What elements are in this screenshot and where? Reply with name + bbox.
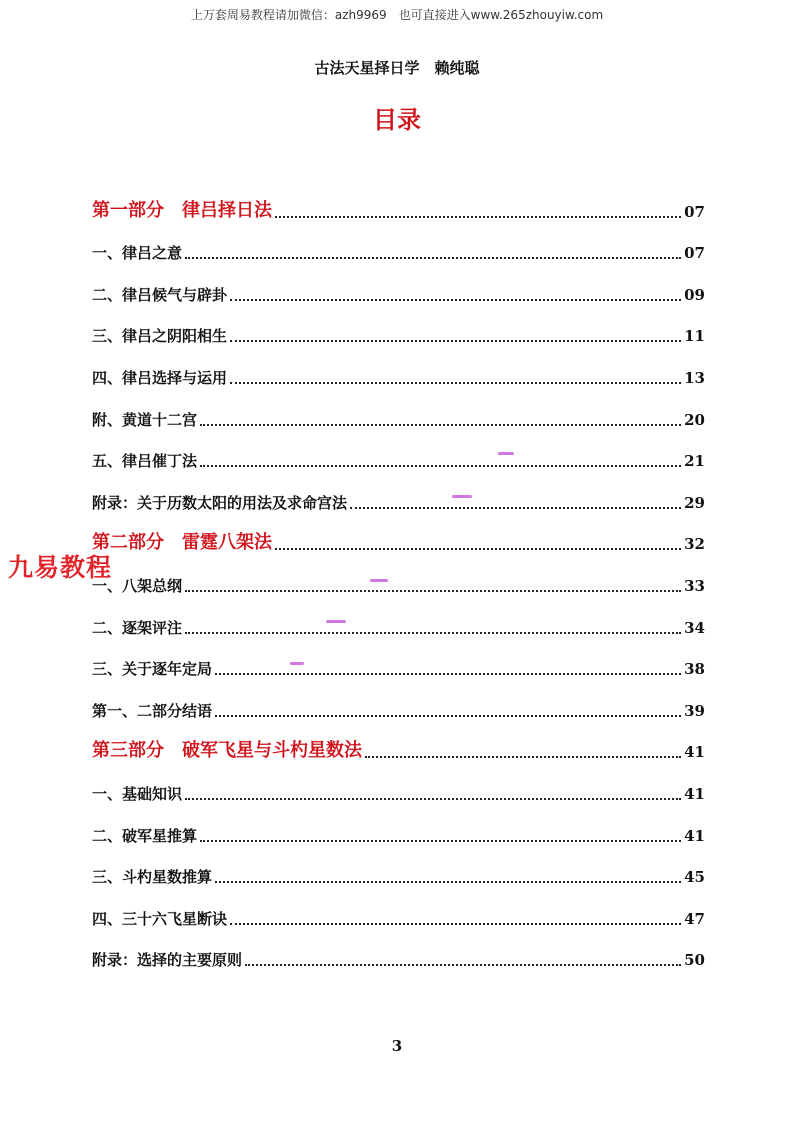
toc-entry-label: 第一部分 律吕择日法 xyxy=(92,199,272,221)
table-of-contents xyxy=(92,180,705,970)
toc-entry-label: 第一、二部分结语 xyxy=(92,701,213,720)
toc-entry-label: 二、破军星推算 xyxy=(92,826,198,845)
highlight-mark xyxy=(498,452,514,455)
toc-entry-label: 第三部分 破军飞星与斗杓星数法 xyxy=(92,740,362,762)
highlight-mark xyxy=(452,495,472,498)
toc-entry-label: 三、关于逐年定局 xyxy=(92,660,213,679)
toc-entry[interactable] xyxy=(92,346,705,388)
toc-entry-label: 附录：选择的主要原则 xyxy=(92,951,243,970)
toc-entry-part-1[interactable] xyxy=(92,180,705,222)
dot-leader xyxy=(230,340,681,342)
toc-entry-label: 二、逐架评注 xyxy=(92,618,183,637)
toc-entry-page: 21 xyxy=(684,452,705,471)
dot-leader xyxy=(275,548,681,550)
toc-heading: 目录 xyxy=(373,106,421,134)
toc-entry[interactable] xyxy=(92,679,705,721)
toc-entry[interactable] xyxy=(92,430,705,472)
toc-entry[interactable] xyxy=(92,471,705,513)
toc-entry-page: 41 xyxy=(684,826,705,845)
toc-entry[interactable] xyxy=(92,554,705,596)
toc-entry-page: 07 xyxy=(684,244,705,263)
toc-entry-label: 一、八架总纲 xyxy=(92,576,183,595)
toc-entry[interactable] xyxy=(92,638,705,680)
dot-leader xyxy=(230,382,681,384)
toc-entry-label: 一、基础知识 xyxy=(92,784,183,803)
toc-entry-page: 39 xyxy=(684,701,705,720)
dot-leader xyxy=(200,424,681,426)
toc-entry[interactable] xyxy=(92,222,705,264)
toc-entry-label: 第二部分 雷霆八架法 xyxy=(92,532,272,554)
toc-entry[interactable] xyxy=(92,929,705,971)
toc-entry-label: 一、律吕之意 xyxy=(92,244,183,263)
toc-entry-label: 附录：关于历数太阳的用法及求命宫法 xyxy=(92,493,348,512)
toc-entry-page: 50 xyxy=(684,951,705,970)
book-title: 古法天星择日学 赖纯聪 xyxy=(314,59,480,77)
toc-entry-label: 二、律吕候气与辟卦 xyxy=(92,285,228,304)
toc-entry-page: 11 xyxy=(684,327,705,346)
toc-entry-label: 三、斗杓星数推算 xyxy=(92,868,213,887)
toc-entry-page: 34 xyxy=(684,618,705,637)
toc-entry-part-2[interactable] xyxy=(92,513,705,555)
dot-leader xyxy=(185,632,681,634)
dot-leader xyxy=(230,923,681,925)
toc-entry[interactable] xyxy=(92,596,705,638)
toc-entry[interactable] xyxy=(92,804,705,846)
highlight-mark xyxy=(326,620,346,623)
toc-entry-page: 41 xyxy=(684,784,705,803)
dot-leader xyxy=(215,715,681,717)
dot-leader xyxy=(215,881,681,883)
dot-leader xyxy=(245,964,681,966)
dot-leader xyxy=(275,216,681,218)
toc-entry-page: 20 xyxy=(684,410,705,429)
dot-leader xyxy=(185,257,681,259)
toc-entry-label: 五、律吕催丁法 xyxy=(92,452,198,471)
toc-entry-page: 07 xyxy=(684,202,705,221)
toc-entry[interactable] xyxy=(92,388,705,430)
toc-entry-page: 29 xyxy=(684,493,705,512)
dot-leader xyxy=(200,465,681,467)
toc-entry-page: 33 xyxy=(684,576,705,595)
toc-entry[interactable] xyxy=(92,846,705,888)
toc-entry-page: 47 xyxy=(684,909,705,928)
toc-entry-label: 四、三十六飞星断诀 xyxy=(92,909,228,928)
dot-leader xyxy=(185,798,681,800)
highlight-mark xyxy=(370,579,388,582)
toc-entry-label: 三、律吕之阴阳相生 xyxy=(92,327,228,346)
toc-entry[interactable] xyxy=(92,762,705,804)
toc-entry[interactable] xyxy=(92,305,705,347)
dot-leader xyxy=(230,299,681,301)
page-number: 3 xyxy=(391,1037,403,1055)
toc-entry-page: 32 xyxy=(684,535,705,554)
dot-leader xyxy=(185,590,681,592)
toc-entry[interactable] xyxy=(92,263,705,305)
toc-entry-part-3[interactable] xyxy=(92,721,705,763)
toc-entry[interactable] xyxy=(92,887,705,929)
dot-leader xyxy=(200,840,681,842)
toc-entry-page: 13 xyxy=(684,368,705,387)
toc-entry-page: 45 xyxy=(684,868,705,887)
toc-entry-page: 09 xyxy=(684,285,705,304)
highlight-mark xyxy=(290,662,304,665)
watermark-header-text: 上万套周易教程请加微信：azh9969 也可直接进入www.265zhouyiw.com xyxy=(190,8,604,22)
watermark-stamp: 九易教程 xyxy=(8,553,113,582)
dot-leader xyxy=(350,507,681,509)
dot-leader xyxy=(215,673,681,675)
toc-entry-label: 四、律吕选择与运用 xyxy=(92,368,228,387)
toc-entry-page: 41 xyxy=(684,743,705,762)
toc-entry-page: 38 xyxy=(684,660,705,679)
dot-leader xyxy=(365,756,681,758)
toc-entry-label: 附、黄道十二宫 xyxy=(92,410,198,429)
